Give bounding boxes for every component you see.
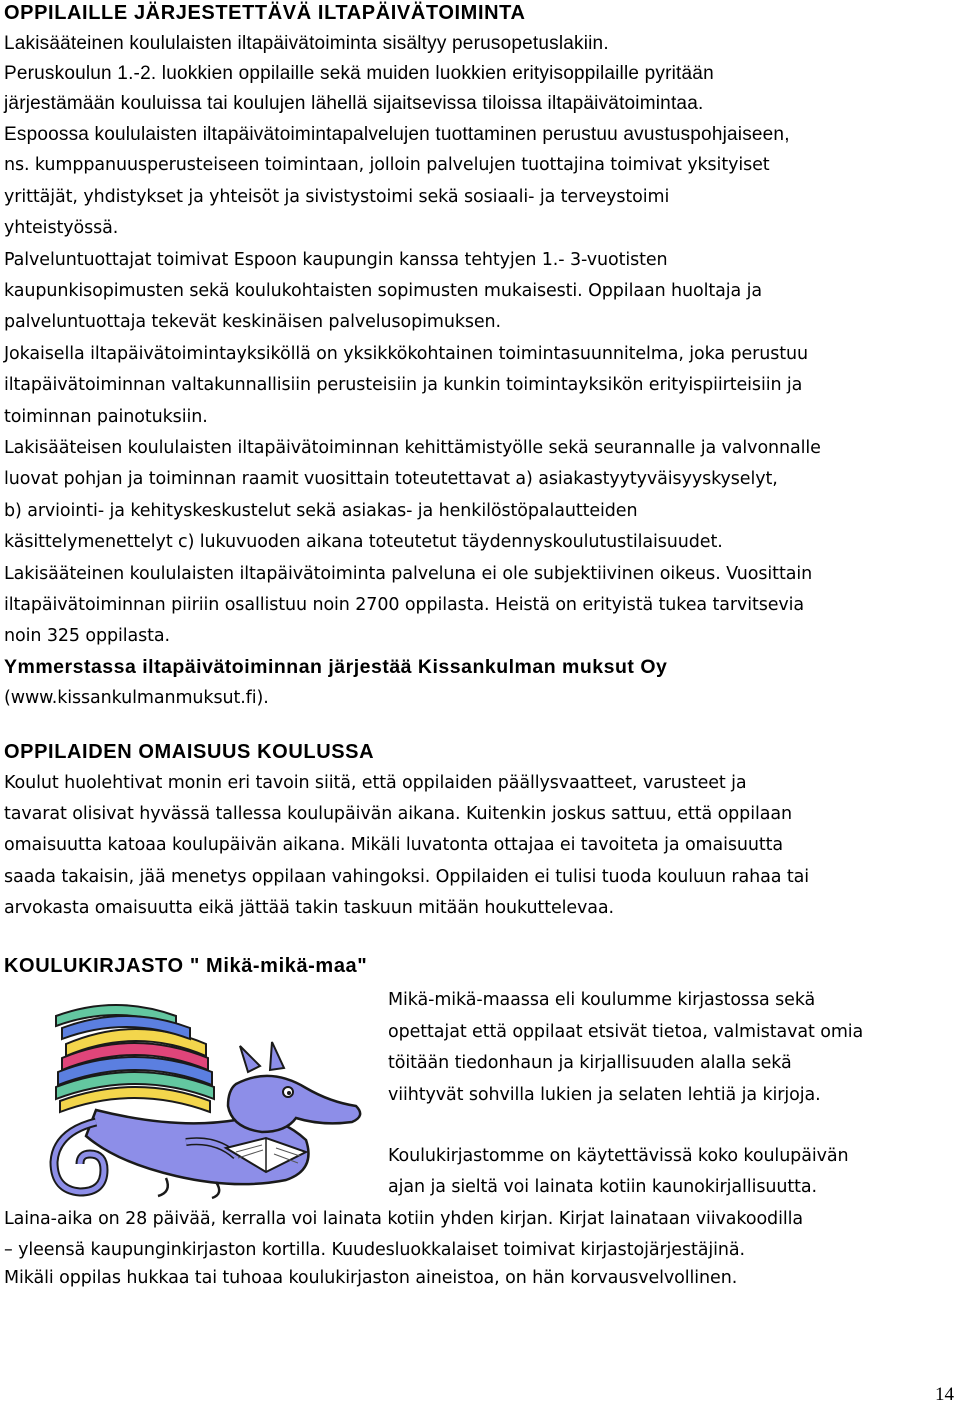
- paragraph-line: ns. kumppanuusperusteiseen toimintaan, jolloin palvelujen tuottajina toimivat yksityiset: [4, 155, 770, 175]
- paragraph-line: käsittelymenettelyt c) lukuvuoden aikana toteutetut täydennyskoulutustilaisuudet.: [4, 532, 723, 552]
- paragraph-line: (www.kissankulmanmuksut.fi).: [4, 688, 269, 708]
- paragraph-line: järjestämään kouluissa tai koulujen lähellä sijaitsevissa tiloissa iltapäivätoimintaa.: [4, 93, 704, 114]
- paragraph-line-bold: Ymmerstassa iltapäivätoiminnan järjestää Kissankulman muksut Oy: [4, 656, 668, 678]
- paragraph-line: kaupunkisopimusten sekä koulukohtaisten sopimusten mukaisesti. Oppilaan huoltaja ja: [4, 281, 763, 301]
- paragraph-line: Laina-aika on 28 päivää, kerralla voi lainata kotiin yhden kirjan. Kirjat lainataan viivakoodilla: [4, 1209, 803, 1229]
- paragraph-line: yhteistyössä.: [4, 218, 119, 238]
- library-intro-line: ajan ja sieltä voi lainata kotiin kaunokirjallisuutta.: [388, 1177, 817, 1197]
- section-heading-school-library: KOULUKIRJASTO " Mikä-mikä-maa": [4, 955, 368, 977]
- paragraph-line: Mikäli oppilas hukkaa tai tuhoaa koulukirjaston aineistoa, on hän korvausvelvollinen.: [4, 1268, 738, 1288]
- paragraph-line: b) arviointi- ja kehityskeskustelut sekä asiakas- ja henkilöstöpalautteiden: [4, 501, 638, 521]
- paragraph-line: – yleensä kaupunginkirjaston kortilla. Kuudesluokkalaiset toimivat kirjastojärjestäjinä.: [4, 1240, 745, 1260]
- paragraph-line: Koulut huolehtivat monin eri tavoin siitä, että oppilaiden päällysvaatteet, varusteet ja: [4, 773, 747, 793]
- section-heading-student-property: OPPILAIDEN OMAISUUS KOULUSSA: [4, 741, 375, 763]
- paragraph-line: Peruskoulun 1.-2. luokkien oppilaille sekä muiden luokkien erityisoppilaille pyritään: [4, 63, 714, 84]
- paragraph-line: omaisuutta katoaa koulupäivän aikana. Mikäli luvatonta ottajaa ei tavoiteta ja omaisuutta: [4, 835, 784, 855]
- paragraph-line: Palveluntuottajat toimivat Espoon kaupungin kanssa tehtyjen 1.- 3-vuotisten: [4, 250, 668, 270]
- paragraph-line: arvokasta omaisuutta eikä jättää takin taskuun mitään houkuttelevaa.: [4, 898, 615, 918]
- paragraph-line: Lakisääteinen koululaisten iltapäivätoiminta sisältyy perusopetuslakiin.: [4, 33, 609, 54]
- paragraph-line: tavarat olisivat hyvässä tallessa koulupäivän aikana. Kuitenkin joskus sattuu, että oppilaan: [4, 804, 792, 824]
- paragraph-line: luovat pohjan ja toiminnan raamit vuosittain toteutettavat a) asiakastyytyväisyyskyselyt,: [4, 469, 778, 489]
- reading-dragon-with-books-icon: [26, 992, 376, 1208]
- library-intro-line: viihtyvät sohvilla lukien ja selaten lehtiä ja kirjoja.: [388, 1085, 821, 1105]
- paragraph-line: Espoossa koululaisten iltapäivätoimintapalvelujen tuottaminen perustuu avustuspohjaiseen,: [4, 124, 790, 145]
- library-intro-line: Mikä-mikä-maassa eli koulumme kirjastossa sekä: [388, 990, 816, 1010]
- paragraph-line: saada takaisin, jää menetys oppilaan vahingoksi. Oppilaiden ei tulisi tuoda kouluun rahaa tai: [4, 867, 809, 887]
- paragraph-line: iltapäivätoiminnan piiriin osallistuu noin 2700 oppilasta. Heistä on erityistä tukea tarvitsevia: [4, 595, 805, 615]
- page-number: 14: [935, 1384, 954, 1405]
- library-intro-line: töitään tiedonhaun ja kirjallisuuden alalla sekä: [388, 1053, 792, 1073]
- paragraph-line: Lakisääteinen koululaisten iltapäivätoiminta palveluna ei ole subjektiivinen oikeus. Vuosittain: [4, 564, 813, 584]
- library-intro-line: opettajat että oppilaat etsivät tietoa, valmistavat omia: [388, 1022, 864, 1042]
- paragraph-line: yrittäjät, yhdistykset ja yhteisöt ja sivistystoimi sekä sosiaali- ja terveystoimi: [4, 187, 670, 207]
- paragraph-line: Jokaisella iltapäivätoimintayksiköllä on yksikkökohtainen toimintasuunnitelma, joka perustuu: [4, 344, 808, 364]
- paragraph-line: iltapäivätoiminnan valtakunnallisiin perusteisiin ja kunkin toimintayksikön erityispiirteisiin ja: [4, 375, 803, 395]
- paragraph-line: Lakisääteisen koululaisten iltapäivätoiminnan kehittämistyölle sekä seurannalle ja valvonnalle: [4, 438, 821, 458]
- section-heading-afternoon-activities: OPPILAILLE JÄRJESTETTÄVÄ ILTAPÄIVÄTOIMINTA: [4, 2, 526, 24]
- library-intro-line: Koulukirjastomme on käytettävissä koko koulupäivän: [388, 1146, 849, 1166]
- paragraph-line: toiminnan painotuksiin.: [4, 407, 208, 427]
- paragraph-line: noin 325 oppilasta.: [4, 626, 171, 646]
- paragraph-line: palveluntuottaja tekevät keskinäisen palvelusopimuksen.: [4, 312, 502, 332]
